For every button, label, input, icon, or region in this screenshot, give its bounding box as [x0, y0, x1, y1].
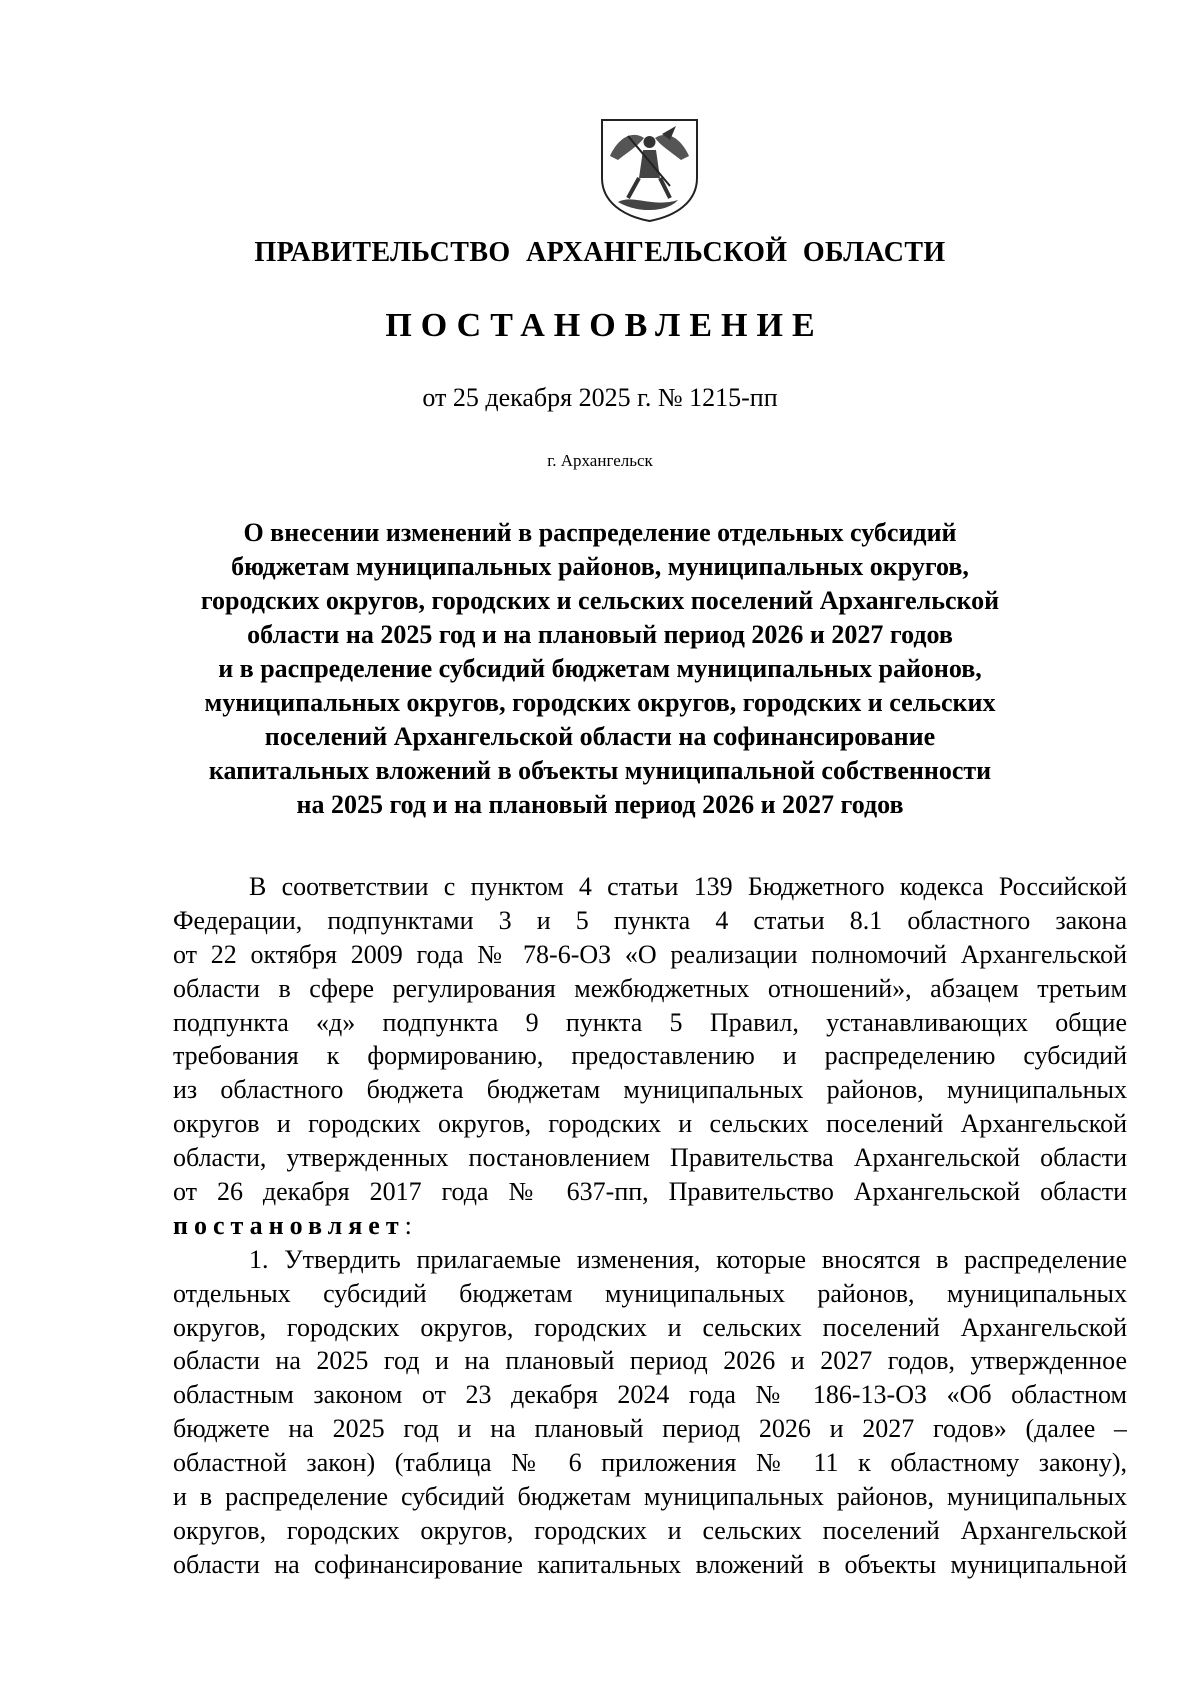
item-line: области на 2025 год и на плановый период 2026 и 2027 годов, утвержденное — [173, 1346, 1127, 1376]
subject-line: поселений Архангельской области на софинансирование — [264, 722, 936, 751]
item-line: и в распределение субсидий бюджетам муниципальных районов, муниципальных — [173, 1482, 1127, 1512]
subject-line: городских округов, городских и сельских поселений Архангельской — [200, 586, 1000, 615]
item-line: 1. Утвердить прилагаемые изменения, которые вносятся в распределение — [249, 1244, 1127, 1274]
subject-line: на 2025 год и на плановый период 2026 и 2027 годов — [296, 790, 904, 819]
preamble-line: области, утвержденных постановлением Правительства Архангельской области — [173, 1143, 1127, 1173]
document-date-number: от 25 декабря 2025 г. № 1215-пп — [422, 383, 778, 412]
subject-line: области на 2025 год и на плановый период 2026 и 2027 годов — [247, 620, 953, 649]
item-line: областной закон) (таблица № 6 приложения № 11 к областному закону), — [173, 1448, 1127, 1478]
preamble-line: области в сфере регулирования межбюджетных отношений», абзацем третьим — [173, 973, 1127, 1003]
document-body — [173, 870, 1127, 1582]
decree-word: постановляет — [173, 1210, 405, 1240]
government-name: ПРАВИТЕЛЬСТВО АРХАНГЕЛЬСКОЙ ОБЛАСТИ — [254, 237, 946, 268]
preamble-line: требования к формированию, предоставлению и распределению субсидий — [173, 1041, 1127, 1071]
document-city: г. Архангельск — [547, 451, 653, 470]
subject-line: бюджетам муниципальных районов, муниципальных округов, — [231, 552, 969, 581]
preamble-line: Федерации, подпунктами 3 и 5 пункта 4 статьи 8.1 областного закона — [173, 905, 1127, 935]
document-type-title: ПОСТАНОВЛЕНИЕ — [385, 307, 824, 344]
item-line: области на софинансирование капитальных вложений в объекты муниципальной — [173, 1549, 1127, 1579]
item-line: бюджете на 2025 год и на плановый период 2026 и 2027 годов» (далее – — [173, 1414, 1127, 1444]
subject-line: и в распределение субсидий бюджетам муниципальных районов, — [218, 654, 982, 683]
preamble-line: округов и городских округов, городских и сельских поселений Архангельской — [173, 1109, 1127, 1139]
item-line: округов, городских округов, городских и сельских поселений Архангельской — [173, 1312, 1127, 1342]
preamble-line: от 22 октября 2009 года № 78-6-ОЗ «О реализации полномочий Архангельской — [173, 939, 1127, 969]
document-subject — [160, 516, 1040, 822]
coat-of-arms-emblem — [598, 116, 701, 224]
preamble-line: В соответствии с пунктом 4 статьи 139 Бюджетного кодекса Российской — [249, 872, 1127, 901]
subject-line: О внесении изменений в распределение отдельных субсидий — [243, 518, 957, 547]
preamble-line: из областного бюджета бюджетам муниципальных районов, муниципальных — [173, 1075, 1127, 1105]
subject-line: капитальных вложений в объекты муниципальной собственности — [208, 756, 992, 785]
item-line: отдельных субсидий бюджетам муниципальных районов, муниципальных — [173, 1278, 1127, 1308]
decree-line — [173, 1209, 1127, 1243]
subject-line: муниципальных округов, городских округов, городских и сельских — [204, 688, 996, 717]
decree-colon: : — [404, 1210, 412, 1240]
item-line: округов, городских округов, городских и сельских поселений Архангельской — [173, 1515, 1127, 1545]
preamble-line: подпункта «д» подпункта 9 пункта 5 Правил, устанавливающих общие — [173, 1007, 1127, 1037]
preamble-line: от 26 декабря 2017 года № 637-пп, Правительство Архангельской области — [173, 1177, 1127, 1207]
item-line: областным законом от 23 декабря 2024 года № 186-13-ОЗ «Об областном — [173, 1380, 1127, 1410]
